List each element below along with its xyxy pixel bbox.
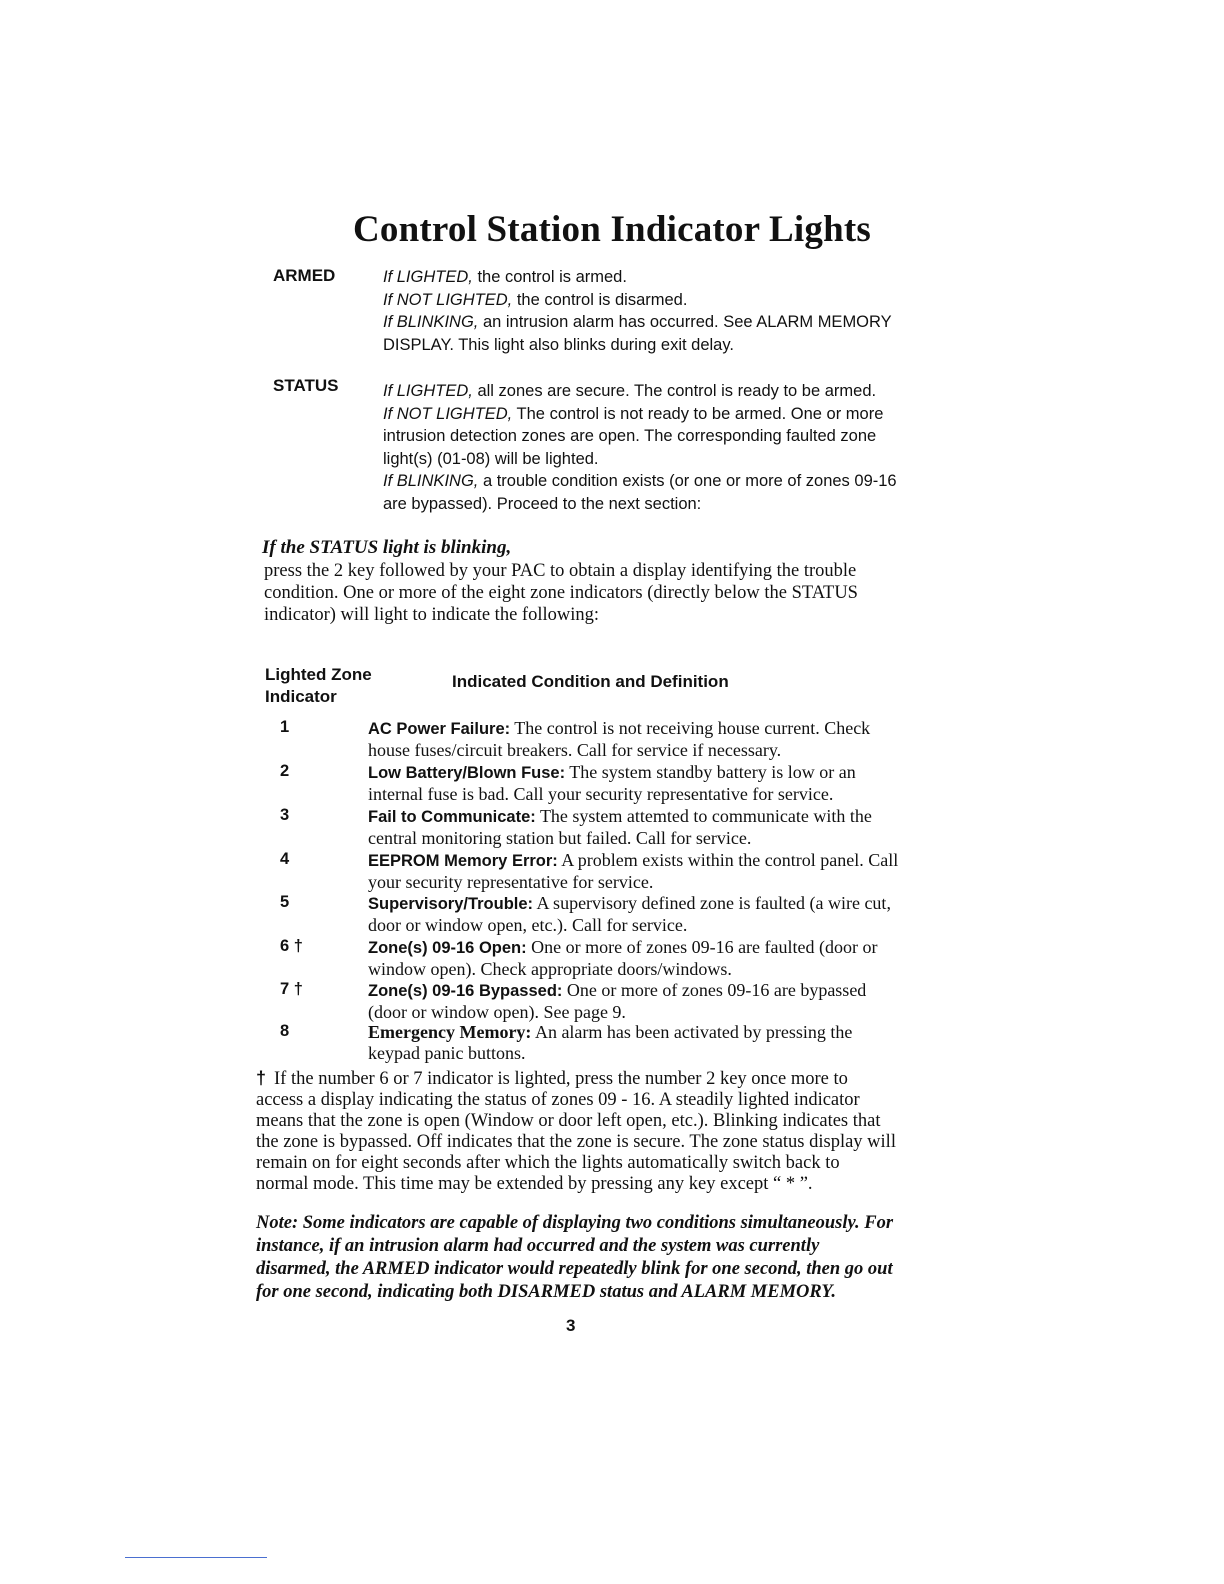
condition-text: If NOT LIGHTED,	[383, 290, 513, 309]
condition-def: A problem exists within the control panel. Call your security representative for service.	[368, 850, 899, 892]
status-description	[383, 380, 913, 515]
condition-term: AC Power Failure:	[368, 720, 511, 738]
zone-number: 7 †	[280, 980, 303, 998]
dagger-symbol: †	[256, 1068, 267, 1088]
condition-definition	[368, 893, 900, 935]
condition-detail: the control is armed.	[472, 268, 627, 286]
condition-term: Zone(s) 09-16 Bypassed:	[368, 982, 563, 1000]
zone-number: 8	[280, 1022, 290, 1040]
condition-definition	[368, 806, 900, 848]
footer-rule	[125, 1557, 267, 1558]
condition-text: If NOT LIGHTED,	[383, 404, 513, 423]
condition-detail: all zones are secure. The control is ready to be armed.	[472, 382, 877, 400]
header-line: Lighted Zone	[265, 665, 372, 684]
note-paragraph: Note: Some indicators are capable of displaying two conditions simultaneously. For instance, if an intrusion alarm had occurred and the system was currently disarmed, the ARMED indicator would repeatedly blink for one second, then go out for one second, indicating both DISARMED status and ALARM MEMORY.	[256, 1213, 894, 1302]
armed-lighted-line	[383, 266, 913, 289]
zone-number: 5	[280, 893, 290, 911]
condition-definition	[368, 850, 900, 892]
condition-def: One or more of zones 09-16 are bypassed (door or window open). See page 9.	[368, 980, 867, 1022]
condition-term: Supervisory/Trouble:	[368, 895, 534, 913]
condition-definition	[368, 1022, 900, 1063]
zone-number: 1	[280, 718, 290, 736]
header-line: Indicator	[265, 687, 337, 706]
armed-description	[383, 266, 913, 356]
armed-not-lighted-line	[383, 289, 913, 312]
condition-term: Emergency Memory:	[368, 1022, 532, 1042]
blinking-section-heading: If the STATUS light is blinking,	[262, 537, 512, 558]
zone-number: 6 †	[280, 937, 303, 955]
zone-indicator-column-header	[265, 664, 372, 708]
condition-column-header: Indicated Condition and Definition	[452, 672, 729, 691]
page-number: 3	[566, 1316, 576, 1335]
status-lighted-line	[383, 380, 913, 403]
status-label: STATUS	[273, 376, 339, 395]
status-blinking-line	[383, 470, 913, 515]
zone-number: 4	[280, 850, 290, 868]
condition-detail: The control is not ready to be armed. One or more intrusion detection zones are open. The corresponding faulted zone light(s) (01-08) will be lighted.	[383, 404, 884, 468]
condition-term: Low Battery/Blown Fuse:	[368, 764, 566, 782]
condition-def: A supervisory defined zone is faulted (a wire cut, door or window open, etc.). Call for service.	[368, 893, 891, 935]
condition-definition	[368, 937, 900, 979]
condition-detail: the control is disarmed.	[512, 290, 688, 309]
condition-definition	[368, 718, 900, 760]
condition-text: If BLINKING,	[383, 313, 479, 331]
condition-detail: an intrusion alarm has occurred. See ALARM MEMORY DISPLAY. This light also blinks during exit delay.	[383, 313, 892, 354]
dagger-footnote	[256, 1068, 896, 1195]
condition-detail: a trouble condition exists (or one or more of zones 09-16 are bypassed). Proceed to the next section:	[383, 472, 897, 513]
condition-text: If BLINKING,	[383, 472, 479, 490]
condition-definition	[368, 762, 900, 804]
footnote-text: If the number 6 or 7 indicator is lighted, press the number 2 key once more to access a display indicating the status of zones 09 - 16. A steadily lighted indicator means that the zone is open (Window or door left open, etc.). Blinking indicates that the zone is bypassed. Off indicates that the zone is secure. The zone status display will remain on for eight seconds after which the lights automatically switch back to normal mode. This time may be extended by pressing any key except “ * ”.	[256, 1069, 896, 1194]
condition-text: If LIGHTED,	[383, 268, 473, 286]
condition-definition	[368, 980, 900, 1022]
condition-term: Fail to Communicate:	[368, 808, 536, 826]
zone-number: 2	[280, 762, 290, 780]
zone-number: 3	[280, 806, 290, 824]
condition-text: If LIGHTED,	[383, 382, 473, 400]
page-title: Control Station Indicator Lights	[353, 209, 871, 250]
condition-term: Zone(s) 09-16 Open:	[368, 939, 527, 957]
armed-label: ARMED	[273, 266, 336, 285]
blinking-section-body: press the 2 key followed by your PAC to obtain a display identifying the trouble condition. One or more of the eight zone indicators (directly below the STATUS indicator) will light to indicate the following:	[264, 561, 858, 625]
status-not-lighted-line	[383, 403, 913, 471]
condition-def: One or more of zones 09-16 are faulted (door or window open). Check appropriate doors/windows.	[368, 937, 878, 979]
condition-def: The system attemted to communicate with the central monitoring station but failed. Call for service.	[368, 806, 872, 848]
condition-def: The system standby battery is low or an internal fuse is bad. Call your security representative for service.	[368, 762, 856, 804]
condition-term: EEPROM Memory Error:	[368, 852, 558, 870]
armed-blinking-line	[383, 311, 913, 356]
condition-def: The control is not receiving house current. Check house fuses/circuit breakers. Call for service if necessary.	[368, 718, 871, 760]
condition-def: An alarm has been activated by pressing the keypad panic buttons.	[368, 1022, 853, 1063]
